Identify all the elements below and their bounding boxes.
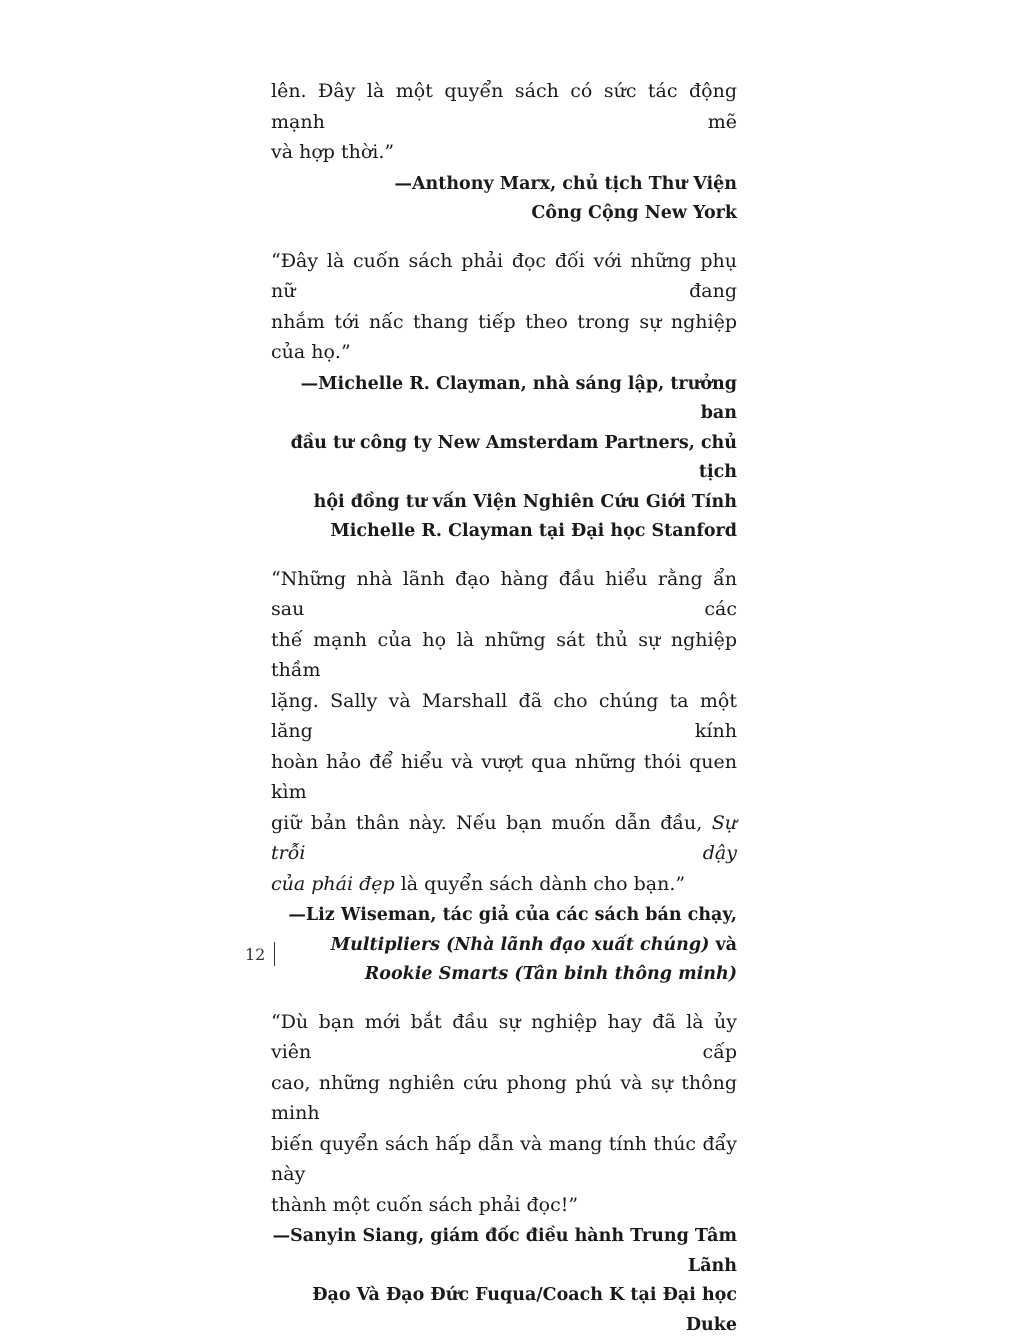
attribution-line: Công Cộng New York [271,199,737,229]
quote-text-2 [271,246,737,368]
attribution-line: đầu tư công ty New Amsterdam Partners, chủ tịch [271,429,737,488]
quote-line: “Đây là cuốn sách phải đọc đối với những phụ nữ đang [271,246,737,307]
attribution-line: —Sanyin Siang, giám đốc điều hành Trung Tâm Lãnh [271,1222,737,1281]
quote-line: “Dù bạn mới bắt đầu sự nghiệp hay đã là ủy viên cấp [271,1007,737,1068]
quote-block-2 [271,246,737,547]
quote-line-text: giữ bản thân này. Nếu bạn muốn dẫn đầu, [271,812,702,834]
quote-line [271,869,737,900]
quote-line: “Những nhà lãnh đạo hàng đầu hiểu rằng ẩn sau các [271,564,737,625]
page-number-divider [274,942,275,966]
quote-line: lặng. Sally và Marshall đã cho chúng ta một lăng kính [271,686,737,747]
attribution-4 [271,1222,737,1340]
quote-line-text: là quyển sách dành cho bạn.” [395,873,685,895]
attribution-line: —Liz Wiseman, tác giả của các sách bán chạy, [271,901,737,931]
quote-line [271,808,737,869]
attribution-3 [271,901,737,990]
quote-line: lên. Đây là một quyển sách có sức tác động mạnh mẽ [271,76,737,137]
page-footer [245,942,275,966]
page-number: 12 [245,945,265,964]
quote-line: biến quyển sách hấp dẫn và mang tính thúc đẩy này [271,1129,737,1190]
quote-line: cao, những nghiên cứu phong phú và sự thông minh [271,1068,737,1129]
attribution-2 [271,370,737,547]
quote-text-4 [271,1007,737,1221]
quote-text-1 [271,76,737,168]
quote-block-4 [271,1007,737,1340]
quote-line: thế mạnh của họ là những sát thủ sự nghiệp thầm [271,625,737,686]
book-title-italic: của phái đẹp [271,873,395,895]
attribution-line: —Anthony Marx, chủ tịch Thư Viện [271,170,737,200]
quote-block-3 [271,564,737,990]
quote-line: hoàn hảo để hiểu và vượt qua những thói quen kìm [271,747,737,808]
attribution-line: Đạo Và Đạo Đức Fuqua/Coach K tại Đại học Duke [271,1281,737,1340]
book-page [271,76,737,1340]
attribution-line: Michelle R. Clayman tại Đại học Stanford [271,517,737,547]
quote-block-1 [271,76,737,229]
quote-line: và hợp thời.” [271,137,737,168]
quote-text-3 [271,564,737,900]
quote-line: thành một cuốn sách phải đọc!” [271,1190,737,1221]
book-title-italic: Rookie Smarts (Tân binh thông minh) [365,964,737,984]
book-title-italic: Sự trỗi dậy [271,812,737,865]
book-title-italic: Multipliers (Nhà lãnh đạo xuất chúng) [331,935,710,955]
attribution-line [271,960,737,990]
quote-line: nhắm tới nấc thang tiếp theo trong sự nghiệp của họ.” [271,307,737,368]
attribution-line: hội đồng tư vấn Viện Nghiên Cứu Giới Tính [271,488,737,518]
attribution-1 [271,170,737,229]
attribution-line [271,931,737,961]
attribution-line: —Michelle R. Clayman, nhà sáng lập, trưởng ban [271,370,737,429]
attribution-connector: và [709,935,737,955]
